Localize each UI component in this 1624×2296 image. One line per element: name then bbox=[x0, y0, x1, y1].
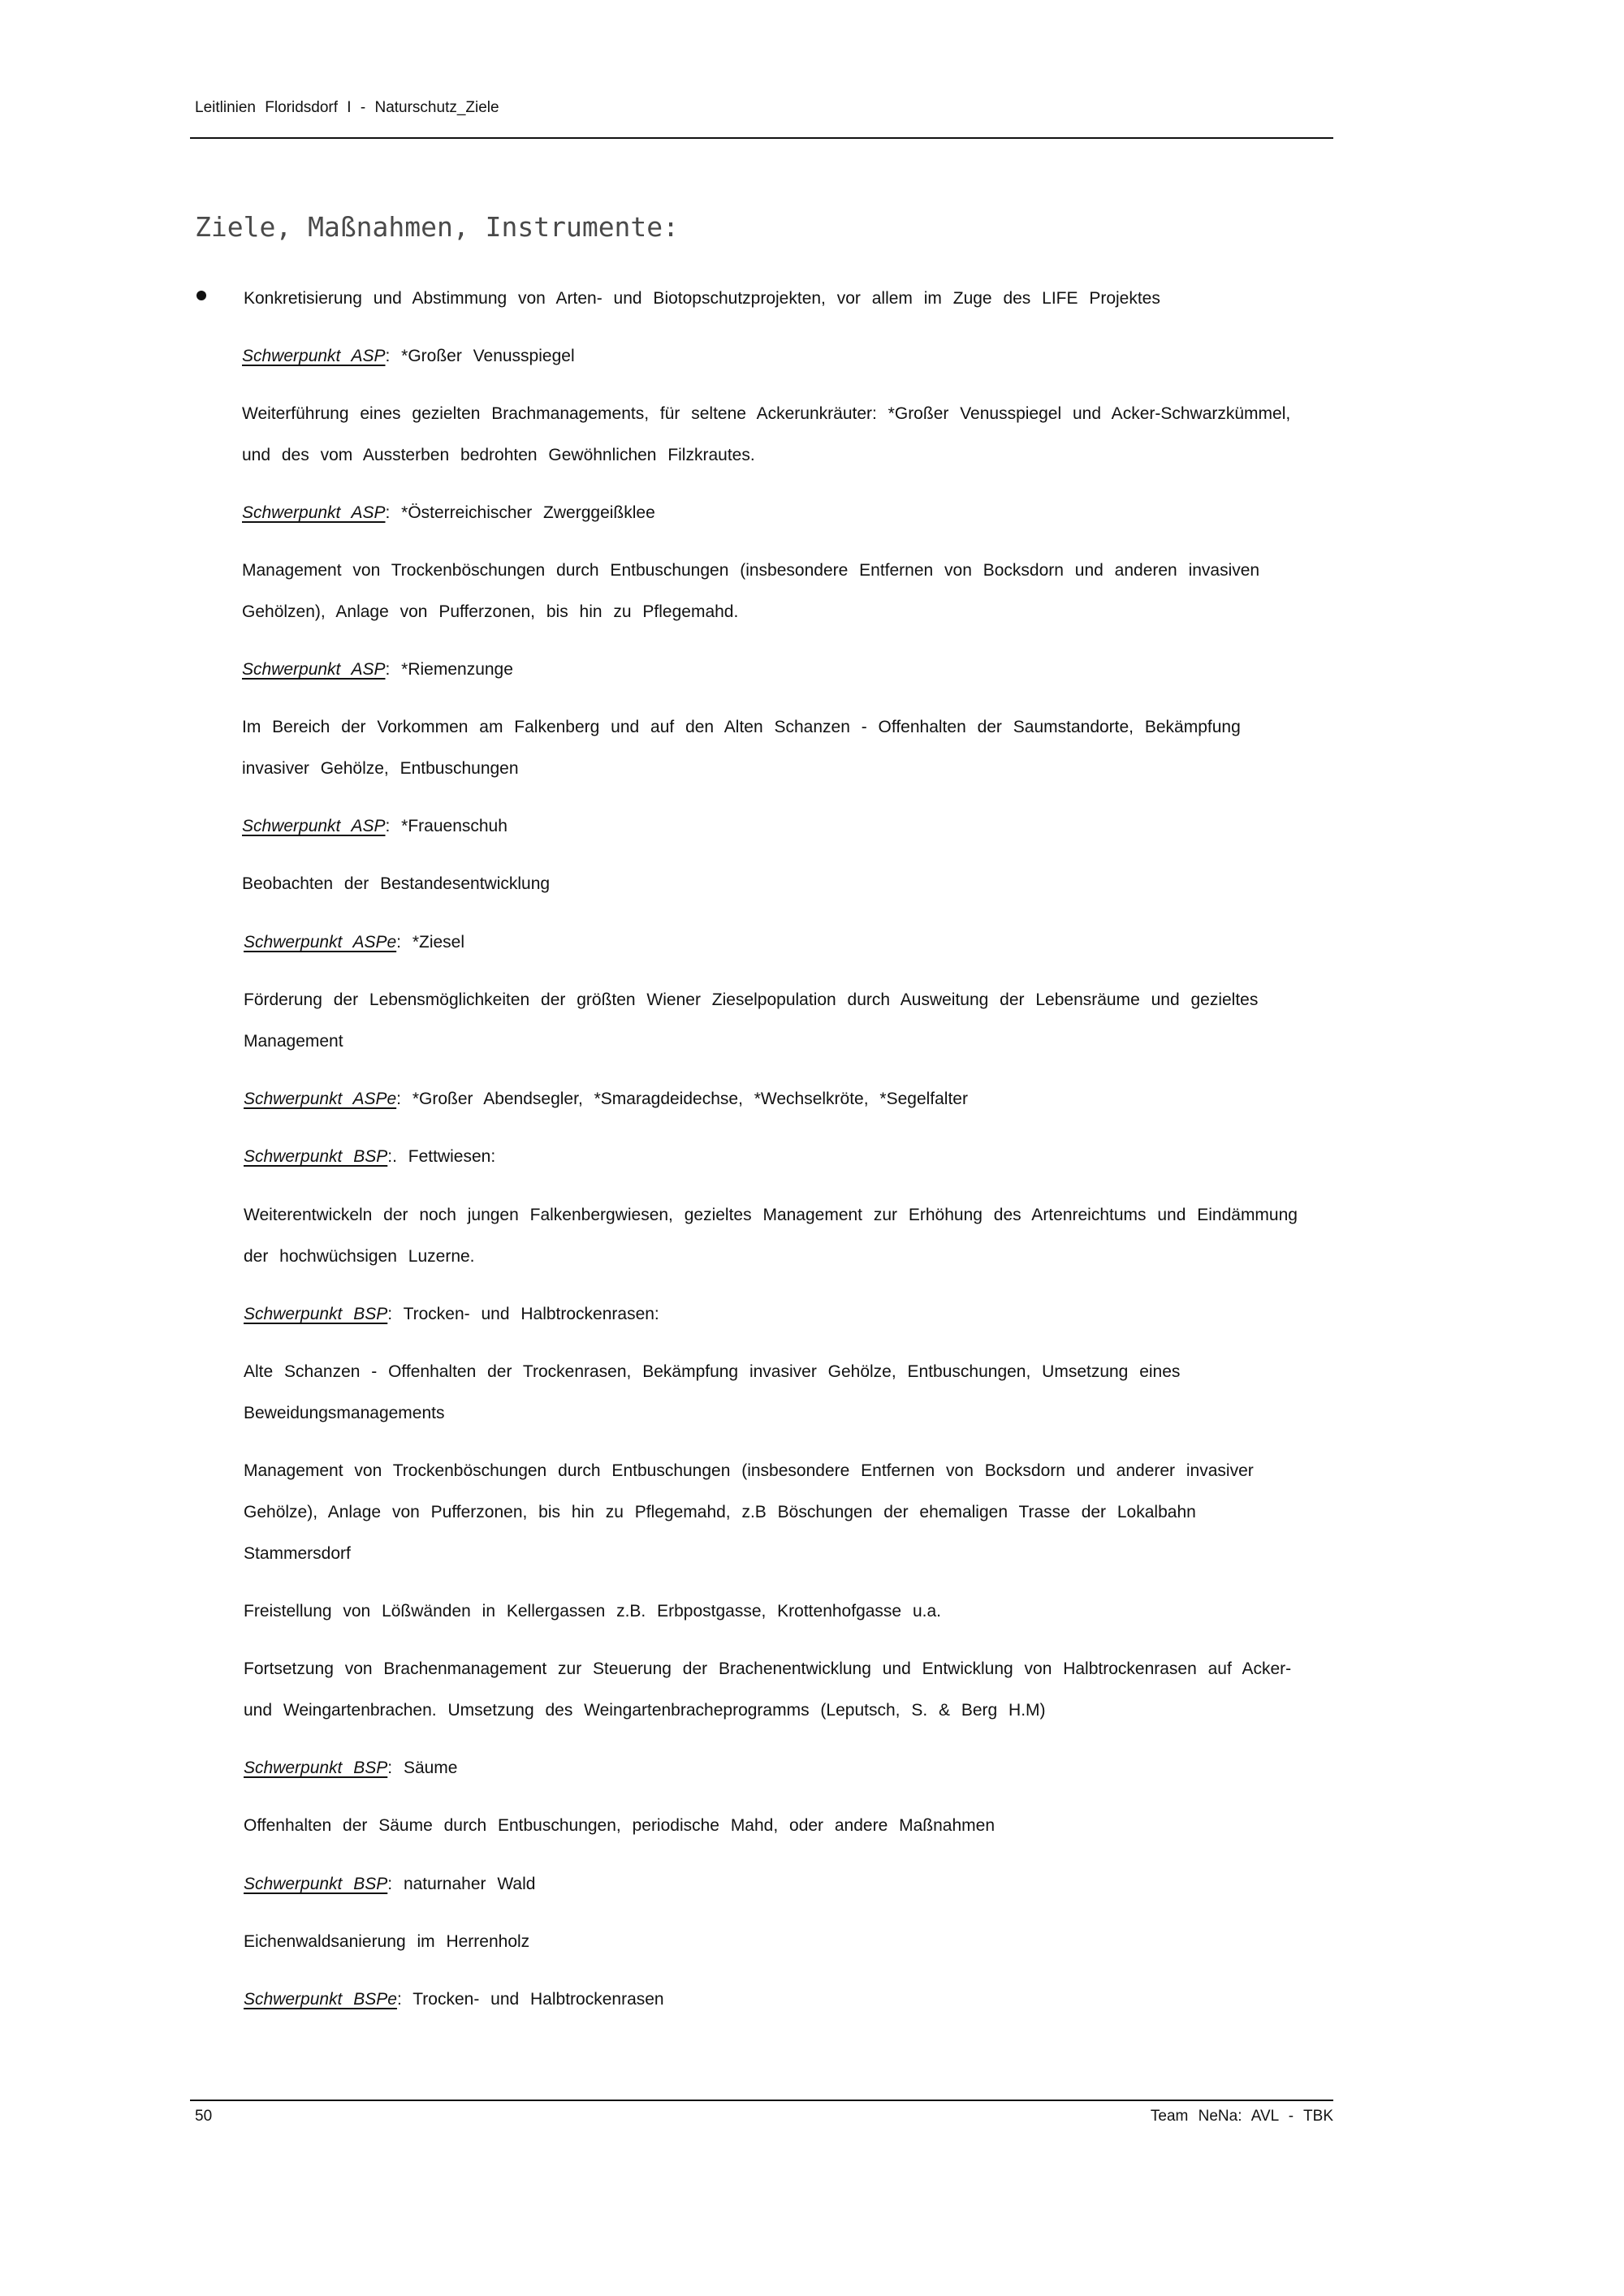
measure-text: Offenhalten der Säume durch Entbuschungen, periodische Mahd, oder andere Maßnahmen bbox=[244, 1816, 995, 1835]
footer-credit: Team NeNa: AVL - TBK bbox=[1150, 2108, 1333, 2125]
focus-label: Schwerpunkt ASPe bbox=[244, 933, 397, 952]
measure-text: Management bbox=[244, 1032, 343, 1051]
focus-line: Schwerpunkt ASP: *Riemenzunge bbox=[242, 660, 513, 679]
header-divider bbox=[190, 137, 1333, 139]
focus-line: Schwerpunkt ASP: *Frauenschuh bbox=[242, 817, 508, 835]
measure-text: Freistellung von Lößwänden in Kellergassen z.B. Erbpostgasse, Krottenhofgasse u.a. bbox=[244, 1602, 941, 1621]
focus-line: Schwerpunkt BSP:. Fettwiesen: bbox=[244, 1147, 496, 1166]
bullet-text: Konkretisierung und Abstimmung von Arten- und Biotopschutzprojekten, vor allem im Zuge des LIFE Projektes bbox=[244, 289, 1160, 308]
page-number: 50 bbox=[195, 2108, 213, 2125]
measure-text: Eichenwaldsanierung im Herrenholz bbox=[244, 1932, 530, 1951]
measure-text: Gehölze), Anlage von Pufferzonen, bis hin zu Pflegemahd, z.B Böschungen der ehemaligen Trasse der Lokalbahn bbox=[244, 1503, 1196, 1521]
focus-label: Schwerpunkt ASP bbox=[242, 817, 386, 835]
measure-text: und des vom Aussterben bedrohten Gewöhnlichen Filzkrautes. bbox=[242, 446, 755, 464]
measure-text: Beweidungsmanagements bbox=[244, 1404, 445, 1422]
focus-label: Schwerpunkt BSPe bbox=[244, 1990, 397, 2009]
focus-label: Schwerpunkt BSP bbox=[244, 1147, 388, 1166]
focus-line: Schwerpunkt BSP: Trocken- und Halbtrockenrasen: bbox=[244, 1305, 659, 1323]
focus-line: Schwerpunkt BSP: Säume bbox=[244, 1759, 458, 1777]
measure-text: Weiterentwickeln der noch jungen Falkenbergwiesen, gezieltes Management zur Erhöhung des Artenreichtums und Eindämmung bbox=[244, 1206, 1298, 1224]
bullet-icon bbox=[197, 291, 206, 300]
focus-line: Schwerpunkt BSPe: Trocken- und Halbtrockenrasen bbox=[244, 1990, 664, 2009]
focus-label: Schwerpunkt ASP bbox=[242, 660, 386, 679]
measure-text: und Weingartenbrachen. Umsetzung des Weingartenbracheprogramms (Leputsch, S. & Berg H.M) bbox=[244, 1701, 1046, 1720]
focus-label: Schwerpunkt BSP bbox=[244, 1875, 388, 1893]
measure-text: Alte Schanzen - Offenhalten der Trockenrasen, Bekämpfung invasiver Gehölze, Entbuschungen, Umsetzung eines bbox=[244, 1362, 1181, 1381]
focus-line: Schwerpunkt ASPe: *Ziesel bbox=[244, 933, 465, 952]
measure-text: Management von Trockenböschungen durch Entbuschungen (insbesondere Entfernen von Bocksdorn und anderer invasiver bbox=[244, 1461, 1254, 1480]
focus-label: Schwerpunkt ASPe bbox=[244, 1090, 397, 1108]
measure-text: der hochwüchsigen Luzerne. bbox=[244, 1247, 475, 1266]
measure-text: Gehölzen), Anlage von Pufferzonen, bis hin zu Pflegemahd. bbox=[242, 602, 739, 621]
focus-label: Schwerpunkt BSP bbox=[244, 1759, 388, 1777]
focus-label: Schwerpunkt ASP bbox=[242, 347, 386, 365]
focus-label: Schwerpunkt ASP bbox=[242, 503, 386, 522]
measure-text: Im Bereich der Vorkommen am Falkenberg und auf den Alten Schanzen - Offenhalten der Saumstandorte, Bekämpfung bbox=[242, 718, 1241, 736]
focus-label: Schwerpunkt BSP bbox=[244, 1305, 388, 1323]
focus-line: Schwerpunkt ASP: *Österreichischer Zwerggeißklee bbox=[242, 503, 655, 522]
section-heading: Ziele, Maßnahmen, Instrumente: bbox=[195, 211, 680, 243]
measure-text: Weiterführung eines gezielten Brachmanagements, für seltene Ackerunkräuter: *Großer Venusspiegel und Acker-Schwarzkümmel, bbox=[242, 404, 1291, 423]
measure-text: invasiver Gehölze, Entbuschungen bbox=[242, 759, 519, 778]
measure-text: Management von Trockenböschungen durch Entbuschungen (insbesondere Entfernen von Bocksdorn und anderen invasiven bbox=[242, 561, 1260, 580]
footer-divider bbox=[190, 2100, 1333, 2101]
measure-text: Förderung der Lebensmöglichkeiten der größten Wiener Zieselpopulation durch Ausweitung der Lebensräume und gezieltes bbox=[244, 990, 1259, 1009]
measure-text: Stammersdorf bbox=[244, 1544, 351, 1563]
focus-line: Schwerpunkt ASP: *Großer Venusspiegel bbox=[242, 347, 575, 365]
measure-text: Beobachten der Bestandesentwicklung bbox=[242, 874, 551, 893]
measure-text: Fortsetzung von Brachenmanagement zur Steuerung der Brachenentwicklung und Entwicklung von Halbtrockenrasen auf Acker- bbox=[244, 1659, 1292, 1678]
focus-line: Schwerpunkt ASPe: *Großer Abendsegler, *Smaragdeidechse, *Wechselkröte, *Segelfalter bbox=[244, 1090, 968, 1108]
focus-line: Schwerpunkt BSP: naturnaher Wald bbox=[244, 1875, 536, 1893]
header-title: Leitlinien Floridsdorf I - Naturschutz_Ziele bbox=[195, 99, 499, 116]
